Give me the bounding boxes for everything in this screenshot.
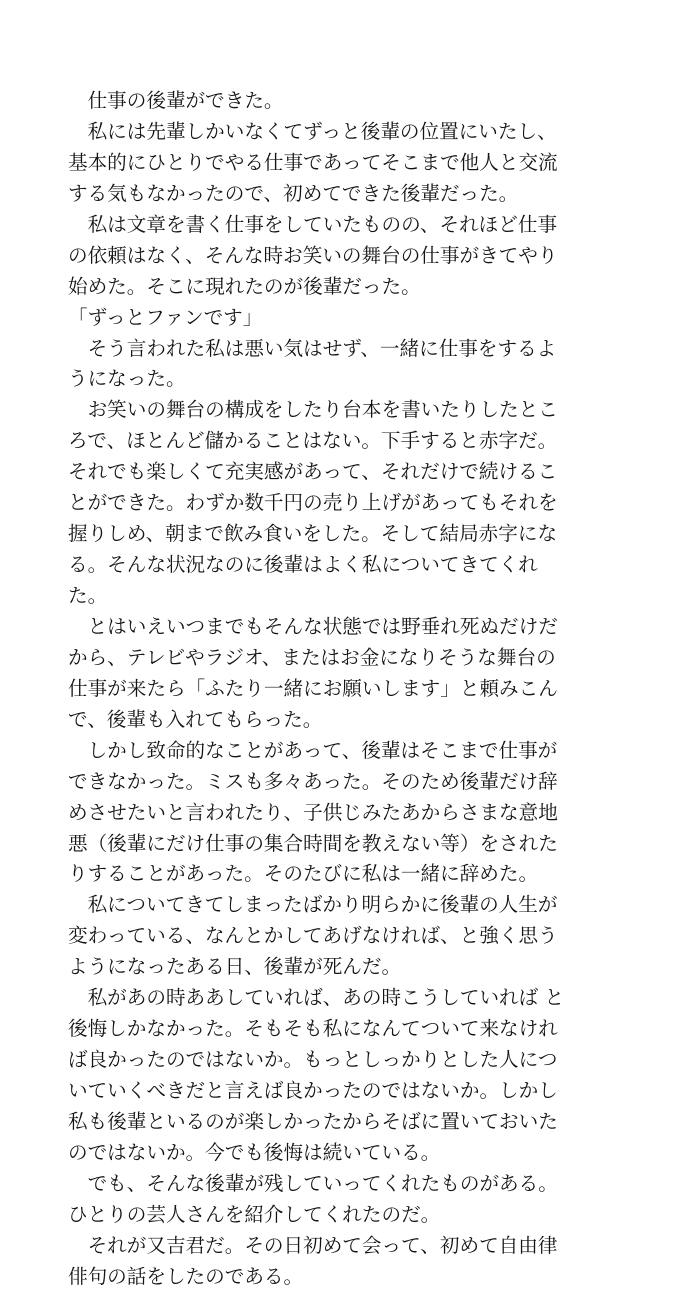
text-line: ようになったある日、後輩が死んだ。 bbox=[68, 955, 402, 979]
text-line: から、テレビやラジオ、またはお金になりそうな舞台の bbox=[68, 645, 556, 669]
text-line: 私には先輩しかいなくてずっと後輩の位置にいたし、 bbox=[68, 119, 557, 143]
text-line: とはいえいつまでもそんな状態では野垂れ死ぬだけだ bbox=[68, 614, 558, 638]
text-line: 変わっている、なんとかしてあげなければ、と強く思う bbox=[68, 924, 558, 948]
text-line: りすることがあった。そのたびに私は一緒に辞めた。 bbox=[68, 862, 539, 886]
text-line: 私も後輩といるのが楽しかったからそばに置いておいた bbox=[68, 1109, 558, 1133]
text-line: いていくべきだと言えば良かったのではないか。しかし bbox=[68, 1079, 558, 1102]
text-line: の依頼はなく、そんな時お笑いの舞台の仕事がきてやり bbox=[68, 243, 558, 267]
text-line: とができた。わずか数千円の売り上げがあってもそれを bbox=[68, 491, 558, 515]
text-line: 「ずっとファンです」 bbox=[68, 305, 263, 329]
text-line: 握りしめ、朝まで飲み食いをした。そして結局赤字にな bbox=[68, 522, 558, 546]
text-line: 仕事が来たら「ふたり一緒にお願いします」と頼みこん bbox=[68, 676, 558, 700]
text-line: ろで、ほとんど儲かることはない。下手すると赤字だ。 bbox=[68, 429, 558, 453]
text-line: 仕事の後輩ができた。 bbox=[68, 89, 284, 112]
text-line: それでも楽しくて充実感があって、それだけで続けるこ bbox=[68, 460, 558, 484]
text-line: めさせたいと言われたり、子供じみたあからさまな意地 bbox=[68, 800, 558, 824]
text-line: 私があの時ああしていれば、あの時こうしていれば と bbox=[68, 986, 565, 1010]
text-line: のではないか。今でも後悔は続いている。 bbox=[68, 1140, 441, 1164]
text-line: ば良かったのではないか。もっとしっかりとした人につ bbox=[68, 1048, 558, 1072]
text-line: 俳句の話をしたのである。 bbox=[68, 1264, 304, 1288]
text-line: 私についてきてしまったばかり明らかに後輩の人生が bbox=[68, 893, 558, 917]
text-line: 基本的にひとりでやる仕事であってそこまで他人と交流 bbox=[68, 150, 558, 174]
text-body bbox=[68, 86, 628, 1293]
text-line: た。 bbox=[68, 584, 108, 607]
text-line: で、後輩も入れてもらった。 bbox=[68, 707, 323, 731]
text-line: しかし致命的なことがあって、後輩はそこまで仕事が bbox=[68, 738, 558, 762]
text-line: ひとりの芸人さんを紹介してくれたのだ。 bbox=[68, 1202, 441, 1226]
text-line: うになった。 bbox=[68, 367, 186, 391]
text-line: る。そんな状況なのに後輩はよく私についてきてくれ bbox=[68, 553, 538, 577]
text-line: そう言われた私は悪い気はせず、一緒に仕事をするよ bbox=[68, 336, 557, 360]
text-line: でも、そんな後輩が残していってくれたものがある。 bbox=[68, 1171, 558, 1195]
text-line: 後悔しかなかった。そもそも私になんてついて来なけれ bbox=[68, 1017, 558, 1041]
text-line: 始めた。そこに現れたのが後輩だった。 bbox=[68, 274, 421, 298]
text-line: 悪（後輩にだけ仕事の集合時間を教えない等）をされた bbox=[68, 831, 558, 855]
text-line: それが又吉君だ。その日初めて会って、初めて自由律 bbox=[68, 1233, 558, 1257]
text-line: お笑いの舞台の構成をしたり台本を書いたりしたとこ bbox=[68, 398, 558, 422]
text-line: 私は文章を書く仕事をしていたものの、それほど仕事 bbox=[68, 212, 558, 236]
text-line: する気もなかったので、初めてできた後輩だった。 bbox=[68, 181, 519, 205]
text-line: できなかった。ミスも多々あった。そのため後輩だけ辞 bbox=[68, 769, 558, 793]
